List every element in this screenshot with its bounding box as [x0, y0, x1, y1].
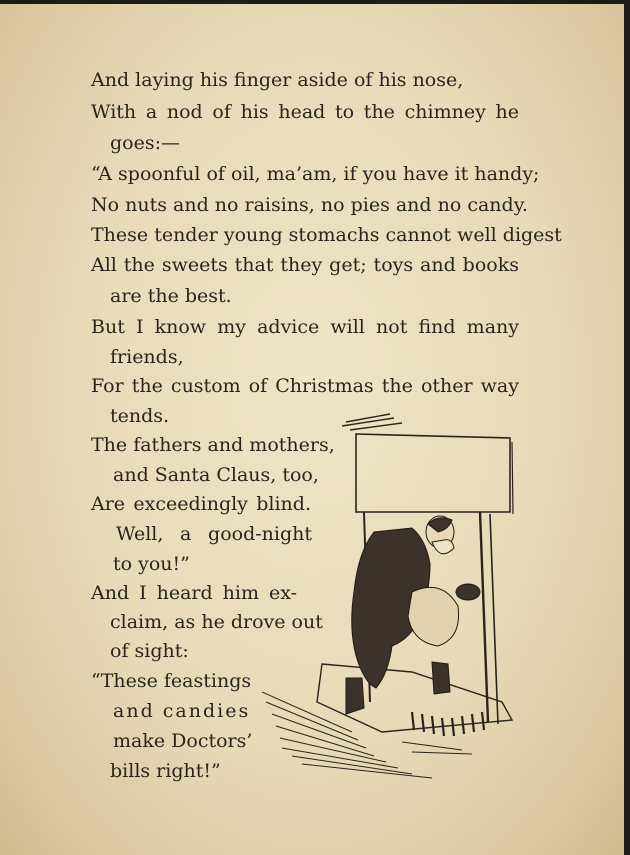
poem-line: Well, a good-night [116, 523, 312, 545]
poem-line: and Santa Claus, too, [113, 464, 319, 486]
poem-line: make Doctors’ [113, 730, 253, 752]
poem-line: The fathers and mothers, [91, 434, 335, 456]
poem-line: These tender young stomachs cannot well digest [91, 224, 562, 246]
poem-line: of sight: [110, 640, 189, 662]
poem-line: “A spoonful of oil, ma’am, if you have it handy; [91, 163, 540, 185]
poem-line: No nuts and no raisins, no pies and no candy. [91, 194, 528, 216]
poem-line: But I know my advice will not find many [91, 316, 519, 338]
poem-line: With a nod of his head to the chimney he [91, 101, 519, 123]
poem-line: All the sweets that they get; toys and books [91, 254, 519, 276]
poem-line: And laying his finger aside of his nose, [91, 69, 464, 91]
poem-line: to you!” [113, 553, 190, 575]
poem-line: And I heard him ex- [91, 582, 297, 604]
poem-line: and candies [113, 700, 251, 722]
poem-line: “These feastings [91, 670, 252, 692]
book-page [0, 4, 624, 855]
poem-line: claim, as he drove out [110, 611, 323, 633]
poem-line: Are exceedingly blind. [91, 493, 311, 515]
poem-line: For the custom of Christmas the other way [91, 375, 519, 397]
poem-line: friends, [110, 346, 184, 368]
poem-line: goes:— [110, 132, 180, 154]
poem-line: tends. [110, 405, 170, 427]
santa-at-fireplace-illustration [262, 402, 524, 784]
poem-line: bills right!” [110, 760, 221, 782]
poem-line: are the best. [110, 285, 232, 307]
